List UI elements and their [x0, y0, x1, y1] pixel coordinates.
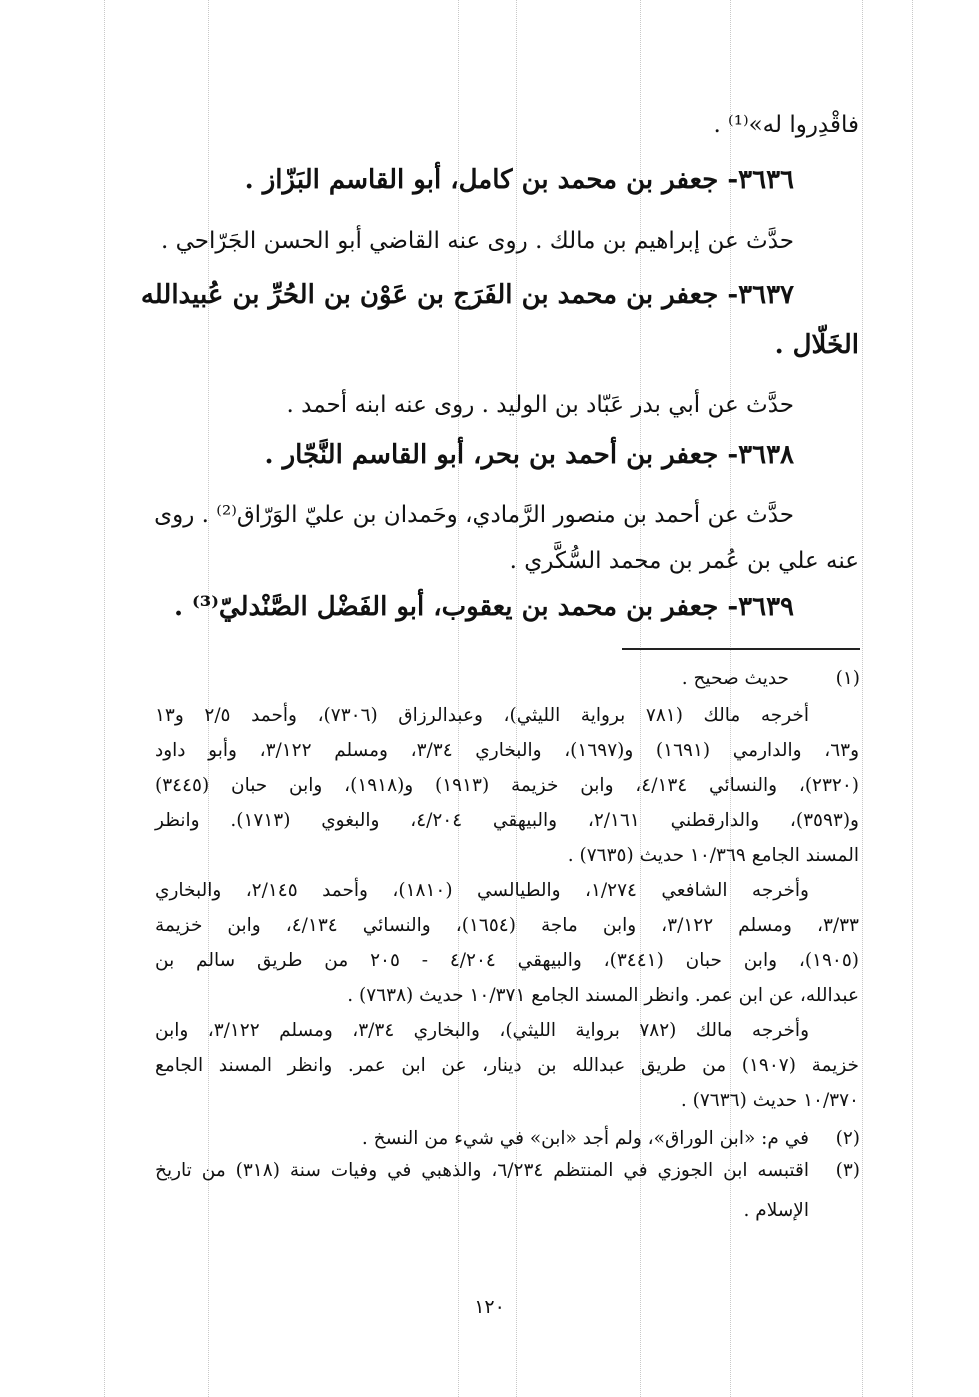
- footnote-line: أخرجه مالك (٧٨١ برواية الليثي)، وعبدالرزاق (٧٣٠٦)، وأحمد ٢/٥ و١٣: [155, 705, 809, 726]
- entry-heading: ٣٦٣٨- جعفر بن أحمد بن بحر، أبو القاسم النَّجّار .: [264, 440, 794, 470]
- footnote-line: خزيمة (١٩٠٧) من طريق عبدالله بن دينار، عن ابن عمر. وانظر المسند الجامع: [155, 1055, 859, 1076]
- footnote-line: (١٩٠٥)، وابن حبان (٣٤٤١)، والبيهقي ٤/٢٠٤ - ٢٠٥ من طريق سالم بن: [155, 950, 860, 971]
- footnote-number: (٣): [835, 1160, 860, 1181]
- scan-guide-line: [104, 0, 105, 1397]
- footnote-number: (٢): [835, 1128, 860, 1149]
- footnote-line: الإسلام .: [743, 1200, 809, 1221]
- footnote-line: المسند الجامع ١٠/٣٦٩ حديث (٧٦٣٥) .: [567, 845, 859, 866]
- scan-guide-line: [208, 0, 209, 1397]
- footnote-line: وأخرجه الشافعي ١/٢٧٤، والطيالسي (١٨١٠)، وأحمد ٢/١٤٥، والبخاري: [155, 880, 809, 901]
- footnote-line: و٦٣، والدارمي (١٦٩١) و(١٦٩٧)، والبخاري ٣/٣٤، ومسلم ٣/١٢٢، وأبو داود: [155, 740, 859, 761]
- entry-heading: ٣٦٣٩- جعفر بن محمد بن يعقوب، أبو الفَضْل الصَّنْدليّ⁽³⁾ .: [173, 592, 794, 622]
- footnote-line: (٢٣٢٠)، والنسائي ٤/١٣٤، وابن خزيمة (١٩١٣) و(١٩١٨)، وابن حبان (٣٤٤٥): [155, 775, 860, 796]
- footnote-line: عبدالله، عن ابن عمر. وانظر المسند الجامع ١٠/٣٧١ حديث (٧٦٣٨) .: [347, 985, 859, 1006]
- entry-heading: ٣٦٣٦- جعفر بن محمد بن كامل، أبو القاسم البَزّاز .: [244, 165, 794, 195]
- page-number: ١٢٠: [474, 1296, 505, 1318]
- footnote-line: في م: «ابن الوراق»، ولم أجد «ابن» في شيء من النسخ .: [361, 1128, 809, 1149]
- scan-guide-line: [862, 0, 863, 1397]
- footnote-number: (١): [835, 668, 860, 689]
- body-line: حدَّث عن أبي بدر عَبّاد بن الوليد . روى عنه ابنه أحمد .: [286, 392, 794, 418]
- entry-heading-continued: الخَلّال .: [774, 330, 859, 360]
- footnote-line: ٣/٣٣، ومسلم ٣/١٢٢، وابن ماجة (١٦٥٤)، والنسائي ٤/١٣٤، وابن خزيمة: [155, 915, 859, 936]
- scan-guide-line: [458, 0, 459, 1397]
- footnote-line: ١٠/٣٧٠ حديث (٧٦٣٦) .: [680, 1090, 859, 1111]
- entry-heading: ٣٦٣٧- جعفر بن محمد بن الفَرَج بن عَوْن بن الحُرِّ بن عُبيدالله: [140, 280, 794, 310]
- scan-guide-line: [730, 0, 731, 1397]
- body-line: حدَّث عن إبراهيم بن مالك . روى عنه القاضي أبو الحسن الجَرّاحي .: [160, 228, 794, 254]
- scan-guide-line: [640, 0, 641, 1397]
- footnote-line: وأخرجه مالك (٧٨٢ برواية الليثي)، والبخاري ٣/٣٤، ومسلم ٣/١٢٢، وابن: [155, 1020, 809, 1041]
- scan-guide-line: [516, 0, 517, 1397]
- footnote-line: اقتبسه ابن الجوزي في المنتظم ٦/٢٣٤، والذهبي في وفيات سنة (٣١٨) من تاريخ: [155, 1160, 809, 1181]
- body-line: حدَّث عن أحمد بن منصور الرَّمادي، وحَمدان بن عليّ الوَرّاق⁽²⁾ . روى: [154, 502, 794, 528]
- scan-guide-line: [912, 0, 913, 1397]
- footnote-line: حديث صحيح .: [681, 668, 789, 689]
- footnote-separator: [622, 648, 860, 650]
- body-line: فاقْدِروا له»⁽¹⁾ .: [713, 112, 859, 138]
- footnote-line: و(٣٥٩٣)، والدارقطني ٢/١٦١، والبيهقي ٤/٢٠٤، والبغوي (١٧١٣). وانظر: [155, 810, 859, 831]
- body-line: عنه علي بن عُمر بن محمد السُّكَّري .: [509, 548, 859, 574]
